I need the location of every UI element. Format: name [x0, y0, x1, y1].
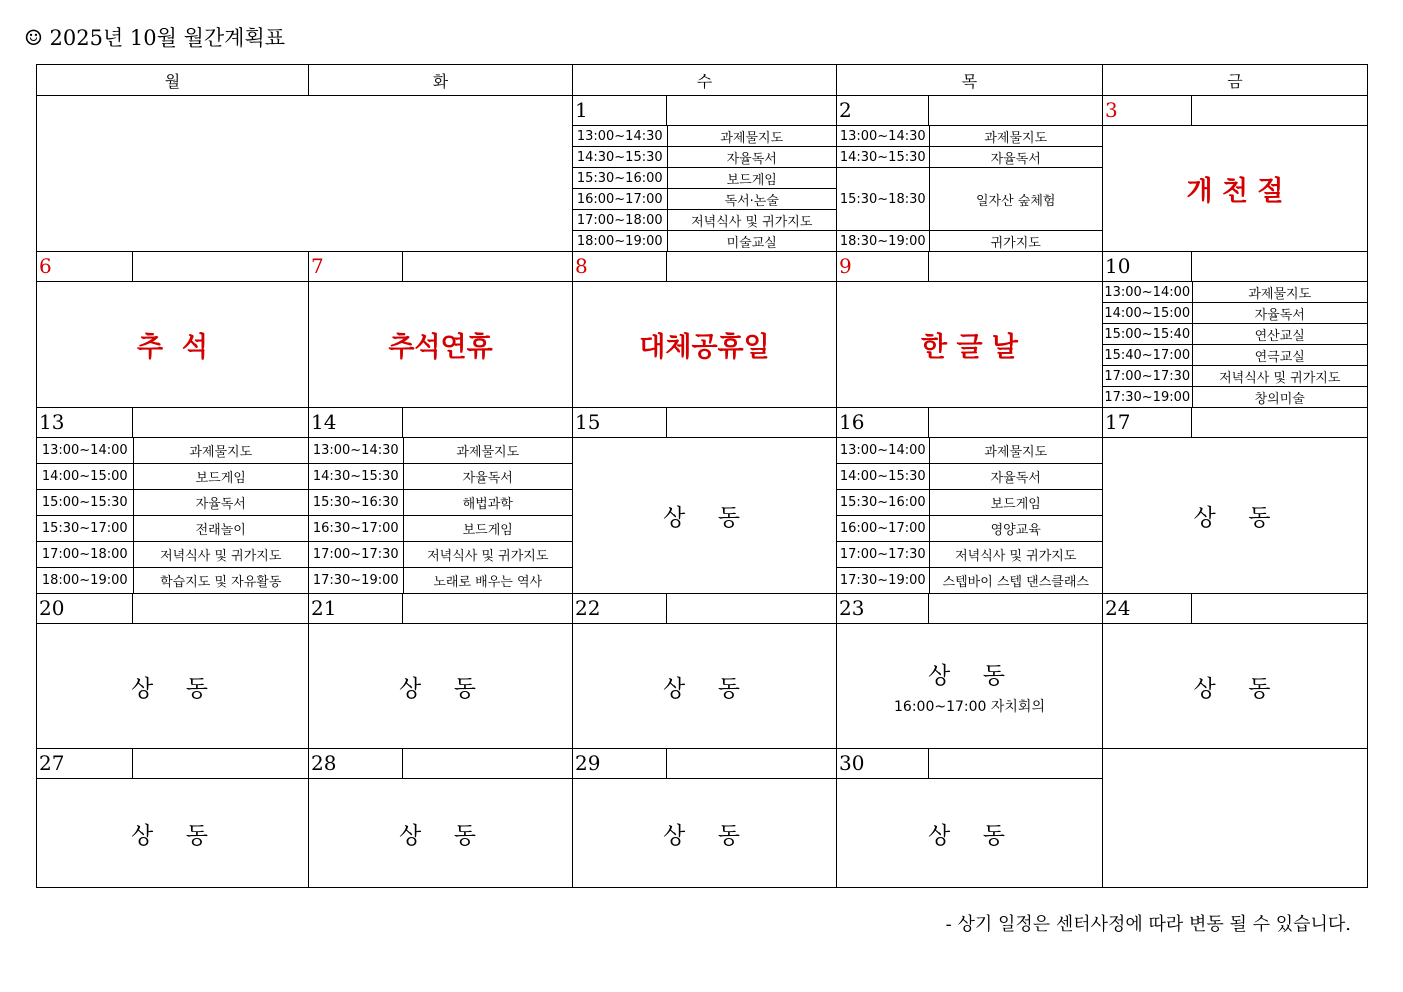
week-3-body-row	[37, 438, 1368, 594]
schedule-time: 13:00~14:30	[309, 438, 403, 464]
schedule-row	[1103, 387, 1367, 408]
day-number: 29	[573, 749, 667, 779]
schedule-time: 13:00~14:00	[837, 438, 929, 464]
schedule-row	[309, 542, 572, 568]
schedule-row	[309, 464, 572, 490]
schedule-activity: 저녁식사 및 귀가지도	[403, 542, 572, 568]
same-as-above-label: 상 동	[37, 624, 309, 749]
schedule-table	[573, 126, 836, 251]
schedule-row	[573, 210, 836, 231]
day-schedule	[1103, 282, 1368, 408]
schedule-activity: 영양교육	[929, 516, 1102, 542]
schedule-activity: 스텝바이 스텝 댄스클래스	[942, 575, 1089, 590]
schedule-row	[37, 438, 308, 464]
same-as-above-label: 상 동	[927, 662, 1012, 689]
same-as-above-label: 상 동	[573, 438, 837, 594]
week-1-number-row	[37, 96, 1368, 126]
day-schedule	[309, 438, 573, 594]
schedule-time: 17:30~19:00	[837, 568, 929, 594]
day-number: 15	[573, 408, 667, 438]
day-number: 23	[837, 594, 929, 624]
schedule-time: 15:00~15:40	[1103, 324, 1192, 345]
schedule-row	[837, 516, 1102, 542]
schedule-activity: 독서·논술	[667, 189, 836, 210]
schedule-row	[37, 516, 308, 542]
schedule-row	[37, 568, 308, 594]
schedule-time: 17:00~17:30	[1103, 366, 1192, 387]
day-number: 22	[573, 594, 667, 624]
day-number: 13	[37, 408, 133, 438]
schedule-activity: 자율독서	[1192, 303, 1367, 324]
day-number: 10	[1103, 252, 1192, 282]
holiday-label: 추 석	[37, 282, 309, 408]
schedule-activity: 과제물지도	[929, 438, 1102, 464]
same-as-above-label: 상 동	[309, 779, 573, 888]
schedule-row	[573, 189, 836, 210]
schedule-time: 15:40~17:00	[1103, 345, 1192, 366]
footer-note: - 상기 일정은 센터사정에 따라 변동 될 수 있습니다.	[945, 914, 1351, 935]
day-number: 28	[309, 749, 403, 779]
schedule-row	[309, 568, 572, 594]
day-schedule	[837, 438, 1103, 594]
schedule-row	[837, 568, 1102, 594]
schedule-activity: 과제물지도	[403, 438, 572, 464]
day-number: 16	[837, 408, 929, 438]
schedule-activity: 과제물지도	[133, 438, 308, 464]
schedule-row	[37, 490, 308, 516]
same-as-above-label: 상 동	[1103, 438, 1368, 594]
day-note-cell	[837, 624, 1103, 749]
week-3-number-row	[37, 408, 1368, 438]
day-number: 20	[37, 594, 133, 624]
weekday-mon: 월	[37, 65, 309, 96]
schedule-row	[1103, 282, 1367, 303]
weekday-tue: 화	[309, 65, 573, 96]
schedule-time: 14:00~15:00	[37, 464, 133, 490]
schedule-table	[837, 438, 1102, 593]
day-number: 24	[1103, 594, 1192, 624]
schedule-activity: 학습지도 및 자유활동	[160, 575, 282, 590]
week-5-number-row	[37, 749, 1368, 779]
holiday-label: 한 글 날	[837, 282, 1103, 408]
day-note: 16:00~17:00 자치회의	[894, 698, 1045, 715]
schedule-time: 15:30~17:00	[37, 516, 133, 542]
schedule-table	[837, 126, 1102, 251]
weekday-wed: 수	[573, 65, 837, 96]
schedule-time: 14:30~15:30	[309, 464, 403, 490]
schedule-activity: 해법과학	[403, 490, 572, 516]
schedule-row	[573, 126, 836, 147]
schedule-activity: 자율독서	[133, 490, 308, 516]
schedule-activity: 보드게임	[403, 516, 572, 542]
schedule-row	[1103, 366, 1367, 387]
schedule-activity: 미술교실	[726, 235, 777, 251]
schedule-table	[309, 438, 572, 593]
page-title: ☺ 2025년 10월 월간계획표	[24, 26, 286, 50]
schedule-row	[573, 168, 836, 189]
schedule-row	[837, 464, 1102, 490]
schedule-row	[837, 490, 1102, 516]
schedule-time: 17:00~17:30	[837, 542, 929, 568]
day-number-holiday: 7	[309, 252, 403, 282]
schedule-activity: 전래놀이	[133, 516, 308, 542]
day-number: 2	[837, 96, 929, 126]
day-number-holiday: 8	[573, 252, 667, 282]
day-number: 17	[1103, 408, 1192, 438]
day-schedule	[37, 438, 309, 594]
schedule-activity: 보드게임	[929, 490, 1102, 516]
schedule-time: 14:00~15:30	[837, 464, 929, 490]
week-4-number-row	[37, 594, 1368, 624]
day-number-holiday: 9	[837, 252, 929, 282]
schedule-time: 17:00~18:00	[573, 210, 667, 231]
schedule-time: 15:00~15:30	[37, 490, 133, 516]
day-schedule	[837, 126, 1103, 252]
schedule-row	[1103, 345, 1367, 366]
weekday-header-row	[37, 65, 1368, 96]
schedule-time: 13:00~14:30	[573, 126, 667, 147]
schedule-activity: 연산교실	[1192, 324, 1367, 345]
week-2-number-row	[37, 252, 1368, 282]
schedule-activity: 보드게임	[667, 168, 836, 189]
same-as-above-label: 상 동	[309, 624, 573, 749]
schedule-row: 13:00~14:30 과제물지도	[837, 126, 1102, 147]
holiday-label: 대체공휴일	[573, 282, 837, 408]
week-4-body-row	[37, 624, 1368, 749]
schedule-activity: 저녁식사 및 귀가지도	[133, 542, 308, 568]
schedule-time: 15:30~16:30	[309, 490, 403, 516]
schedule-activity: 자율독서	[667, 147, 836, 168]
schedule-row	[309, 490, 572, 516]
empty-cell	[37, 96, 573, 252]
schedule-row: 14:30~15:30 자율독서	[837, 147, 1102, 168]
schedule-row	[309, 438, 572, 464]
schedule-activity: 연극교실	[1192, 345, 1367, 366]
schedule-time: 17:00~17:30	[309, 542, 403, 568]
schedule-time: 17:00~18:00	[37, 542, 133, 568]
empty-cell	[1103, 749, 1368, 888]
schedule-activity: 자율독서	[403, 464, 572, 490]
schedule-row: 18:30~19:00 귀가지도	[837, 231, 1102, 252]
schedule-activity: 창의미술	[1254, 391, 1305, 407]
day-number: 1	[573, 96, 667, 126]
schedule-row: 15:30~18:30 일자산 숲체험	[837, 168, 1102, 231]
day-number: 27	[37, 749, 133, 779]
schedule-row	[837, 438, 1102, 464]
schedule-time: 17:30~19:00	[309, 568, 403, 594]
day-number-holiday: 3	[1103, 96, 1192, 126]
schedule-time: 13:00~14:00	[37, 438, 133, 464]
day-number: 14	[309, 408, 403, 438]
schedule-row	[1103, 303, 1367, 324]
schedule-activity: 자율독서	[929, 464, 1102, 490]
schedule-activity: 보드게임	[133, 464, 308, 490]
day-number: 21	[309, 594, 403, 624]
schedule-time: 18:00~19:00	[37, 568, 133, 594]
weekday-thu: 목	[837, 65, 1103, 96]
weekday-fri: 금	[1103, 65, 1368, 96]
schedule-row	[309, 516, 572, 542]
calendar-table	[36, 64, 1368, 888]
schedule-activity: 저녁식사 및 귀가지도	[1192, 366, 1367, 387]
schedule-time: 14:30~15:30	[573, 147, 667, 168]
schedule-activity: 저녁식사 및 귀가지도	[667, 210, 836, 231]
same-as-above-label: 상 동	[573, 779, 837, 888]
schedule-time: 18:00~19:00	[573, 231, 667, 252]
schedule-row	[37, 464, 308, 490]
schedule-time: 17:30~19:00	[1103, 387, 1192, 408]
day-number-holiday: 6	[37, 252, 133, 282]
schedule-time: 16:00~17:00	[837, 516, 929, 542]
same-as-above-label: 상 동	[1103, 624, 1368, 749]
schedule-row	[37, 542, 308, 568]
schedule-time: 13:00~14:00	[1103, 282, 1192, 303]
same-as-above-label: 상 동	[37, 779, 309, 888]
schedule-activity: 노래로 배우는 역사	[433, 575, 543, 590]
schedule-activity: 과제물지도	[667, 126, 836, 147]
schedule-row	[573, 147, 836, 168]
day-schedule	[573, 126, 837, 252]
schedule-activity: 과제물지도	[1192, 282, 1367, 303]
schedule-row	[1103, 324, 1367, 345]
holiday-label: 개 천 절	[1103, 126, 1368, 252]
schedule-time: 16:00~17:00	[573, 189, 667, 210]
holiday-label: 추석연휴	[309, 282, 573, 408]
schedule-activity: 저녁식사 및 귀가지도	[929, 542, 1102, 568]
schedule-time: 16:30~17:00	[309, 516, 403, 542]
schedule-row	[837, 542, 1102, 568]
schedule-time: 14:00~15:00	[1103, 303, 1192, 324]
schedule-table	[37, 438, 308, 593]
week-2-body-row	[37, 282, 1368, 408]
schedule-time: 15:30~16:00	[837, 490, 929, 516]
schedule-table	[1103, 282, 1367, 407]
same-as-above-label: 상 동	[573, 624, 837, 749]
schedule-time: 15:30~16:00	[573, 168, 667, 189]
day-number: 30	[837, 749, 929, 779]
same-as-above-label: 상 동	[837, 779, 1103, 888]
schedule-row	[573, 231, 836, 252]
